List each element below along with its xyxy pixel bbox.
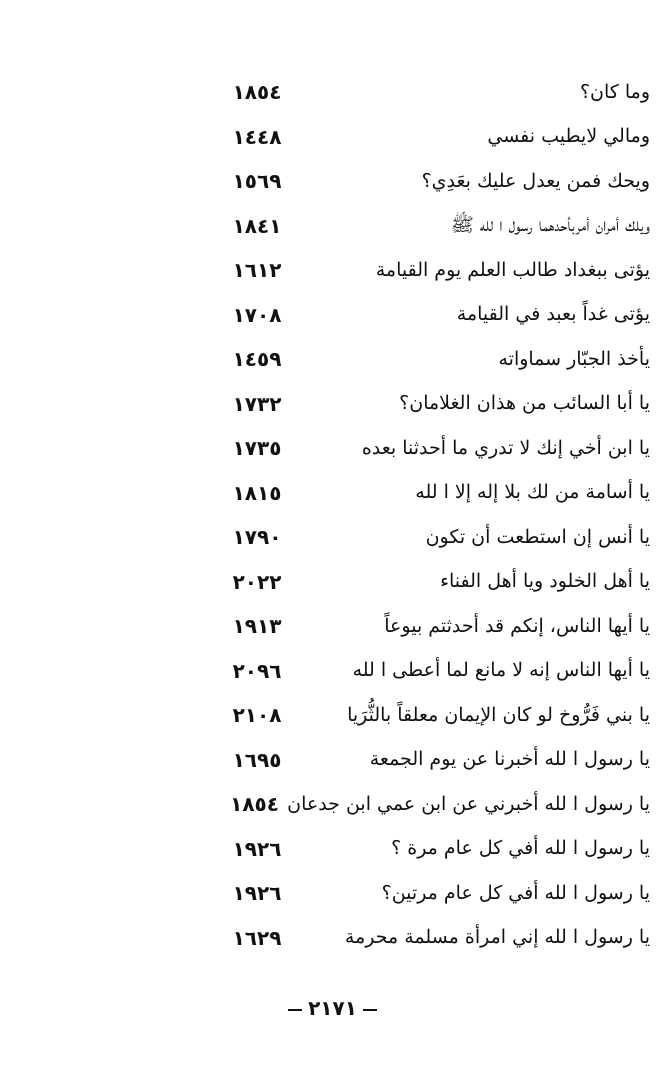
entry-page-number: ١٥٦٩: [232, 169, 282, 194]
entry-page-number: ١٨٤١: [232, 213, 282, 238]
index-entry: [222, 693, 650, 738]
entry-page-number: ١٦١٢: [232, 258, 282, 283]
index-entry: [222, 604, 650, 649]
page-number: ٢١٧١: [308, 996, 357, 1020]
entry-text: يا بني فَرُّوخ لو كان الإيمان معلقاً بالثُّرَيا: [347, 703, 650, 726]
entry-page-number: ١٤٥٩: [232, 347, 282, 372]
index-entry: [222, 560, 650, 605]
index-entry: [222, 70, 650, 115]
entry-text: يا ابن أخي إنك لا تدري ما أحدثنا بعده: [361, 436, 650, 459]
entry-page-number: ١٤٤٨: [232, 124, 282, 149]
index-entry: [222, 782, 650, 827]
entry-text: يا رسول ا لله أفي كل عام مرتين؟: [381, 881, 650, 904]
entry-text: يؤتى غداً بعبد في القيامة: [456, 303, 650, 326]
entry-page-number: ١٨٥٤: [232, 80, 282, 105]
entry-page-number: ١٧٩٠: [232, 525, 282, 550]
index-entry: [222, 827, 650, 872]
index-entry: [222, 248, 650, 293]
entry-text: يؤتى ببغداد طالب العلم يوم القيامة: [375, 258, 650, 281]
index-entry: [222, 649, 650, 694]
entry-text: يا أنس إن استطعت أن تكون: [425, 525, 650, 548]
entry-text: وما كان؟: [579, 80, 650, 103]
entry-text: يا رسول ا لله أخبرنا عن يوم الجمعة: [369, 748, 650, 771]
entry-text: يا أيها الناس، إنكم قد أحدثتم بيوعاً: [384, 614, 650, 637]
entry-page-number: ١٧٠٨: [232, 302, 282, 327]
index-entry: [222, 471, 650, 516]
entry-text: يا رسول ا لله إني امرأة مسلمة محرمة: [344, 926, 650, 949]
entry-page-number: ١٧٣٢: [232, 391, 282, 416]
entry-text: يا أهل الخلود ويا أهل الفناء: [440, 570, 650, 593]
entry-page-number: ١٦٩٥: [232, 747, 282, 772]
entry-page-number: ١٨١٥: [232, 480, 282, 505]
index-entry: [222, 159, 650, 204]
entry-page-number: ١٩٢٦: [232, 836, 282, 861]
index-entry: [222, 293, 650, 338]
entry-text: يا أبا السائب من هذان الغلامان؟: [399, 392, 650, 415]
entry-text: ويلك أمران أمربأحدهما رسول ا لله ﷺ: [450, 214, 650, 237]
entry-text: يا أسامة من لك بلا إله إلا ا لله: [415, 481, 650, 504]
index-entry: [222, 916, 650, 961]
entry-page-number: ١٨٥٤: [230, 792, 279, 817]
index-entry: [222, 382, 650, 427]
entry-page-number: ١٩٢٦: [232, 881, 282, 906]
entry-text: يأخذ الجبّار سماواته: [498, 347, 650, 370]
entry-text: يا أيها الناس إنه لا مانع لما أعطى ا لله: [352, 659, 650, 682]
entry-text: يا رسول ا لله أفي كل عام مرة ؟: [391, 837, 650, 860]
footer-dash-right: [363, 1009, 377, 1011]
index-entry: [222, 337, 650, 382]
index-entry: [222, 204, 650, 249]
index-entry: [222, 515, 650, 560]
entry-page-number: ١٦٢٩: [232, 925, 282, 950]
entry-page-number: ١٧٣٥: [232, 436, 282, 461]
index-entry: [222, 871, 650, 916]
footer-dash-left: [288, 1009, 302, 1011]
index-entry: [222, 426, 650, 471]
entry-page-number: ٢٠٢٢: [232, 569, 282, 594]
index-entry: [222, 115, 650, 160]
entry-page-number: ٢٠٩٦: [232, 658, 282, 683]
entry-text: ومالي لايطيب نفسي: [487, 125, 650, 148]
page-footer: [0, 996, 665, 1020]
entry-text: يا رسول ا لله أخبرني عن ابن عمي ابن جدعان: [287, 792, 650, 815]
entry-text: ويحك فمن يعدل عليك بعَدِي؟: [421, 169, 650, 192]
index-entry: [222, 738, 650, 783]
entry-page-number: ٢١٠٨: [232, 703, 282, 728]
index-list: [222, 70, 650, 960]
entry-page-number: ١٩١٣: [232, 614, 282, 639]
